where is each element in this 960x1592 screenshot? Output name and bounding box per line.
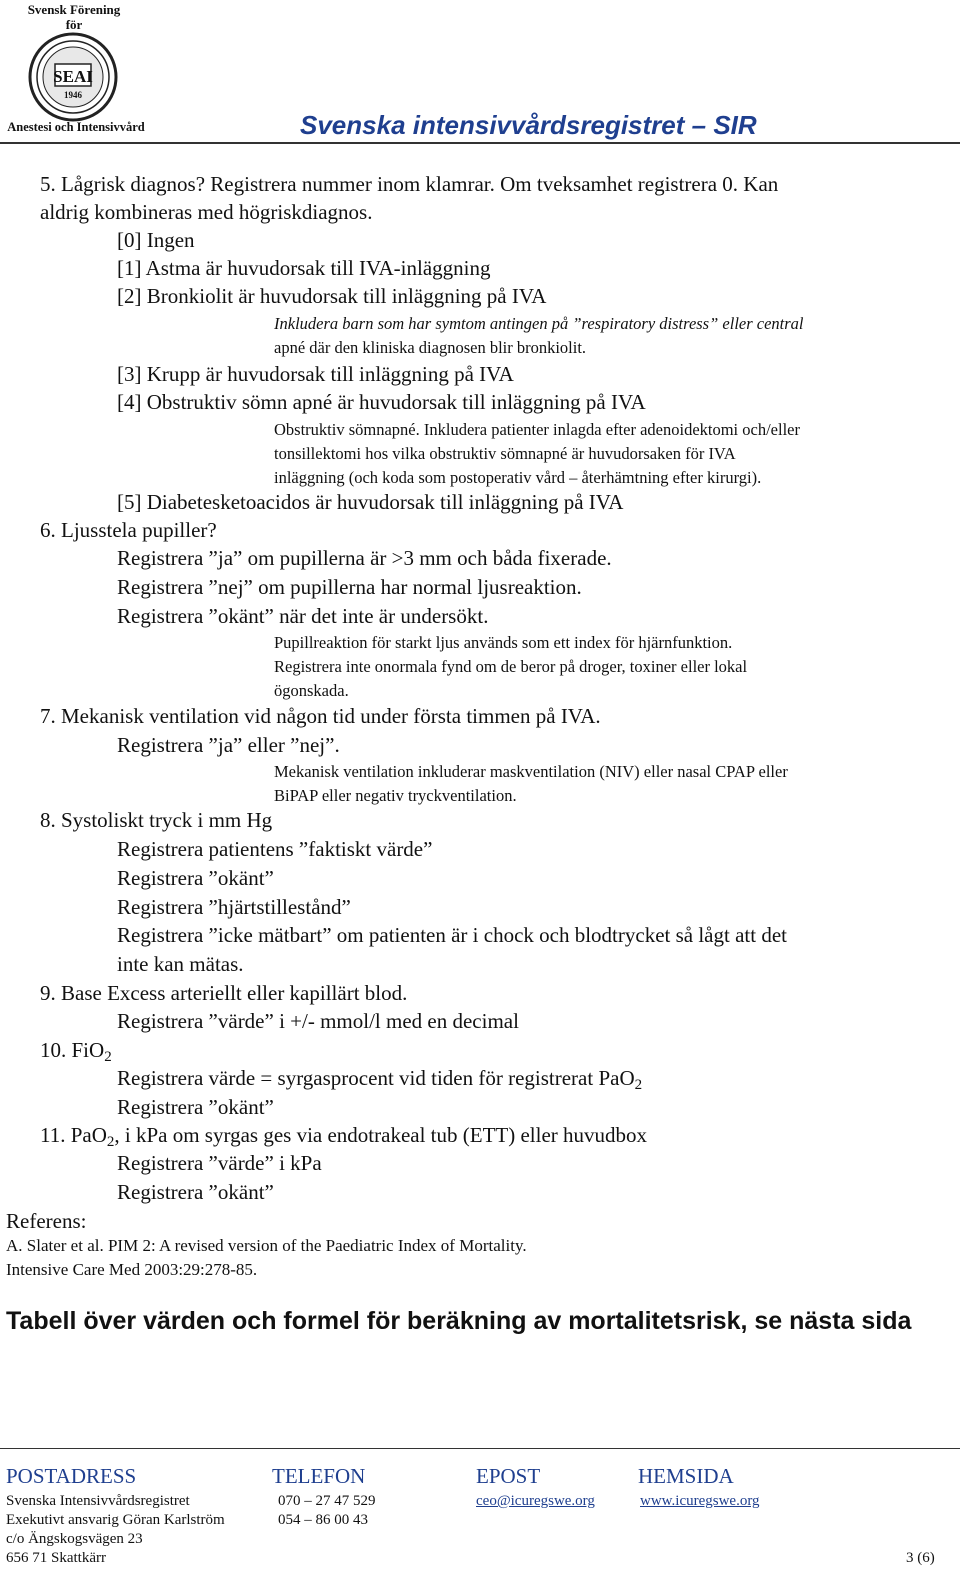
footer-header-website: HEMSIDA bbox=[638, 1464, 734, 1488]
item-11-okant: Registrera ”okänt” bbox=[117, 1180, 274, 1204]
item-8: 8. Systoliskt tryck i mm Hg bbox=[40, 808, 273, 832]
option-3: [3] Krupp är huvudorsak till inläggning på IVA bbox=[117, 362, 514, 386]
option-4: [4] Obstruktiv sömn apné är huvudorsak till inläggning på IVA bbox=[117, 390, 646, 414]
footer-phone-1: 070 – 27 47 529 bbox=[278, 1493, 376, 1509]
option-4-note-1: Obstruktiv sömnapné. Inkludera patienter inlagda efter adenoidektomi och/eller bbox=[274, 420, 800, 439]
logo-line-1: Svensk Förening bbox=[27, 2, 121, 17]
seal-text-year: 1946 bbox=[64, 90, 82, 100]
item-10-value-sub: 2 bbox=[634, 1077, 643, 1093]
item-10 bbox=[40, 1036, 112, 1071]
item-6-note-2: Registrera inte onormala fynd om de beror på droger, toxiner eller lokal bbox=[274, 657, 748, 676]
footer-email-link[interactable]: ceo@icuregswe.org bbox=[476, 1493, 595, 1509]
option-2: [2] Bronkiolit är huvudorsak till inläggning på IVA bbox=[117, 284, 547, 308]
table-heading: Tabell över värden och formel för beräkning av mortalitetsrisk, se nästa sida bbox=[6, 1307, 912, 1335]
option-4-note-3: inläggning (och koda som postoperativ vård – återhämtning efter kirurgi). bbox=[274, 468, 762, 487]
option-4-note-2: tonsillektomi hos vilka obstruktiv sömnapné är huvudorsaken för IVA bbox=[274, 444, 736, 463]
seal-text-seai: SEAI bbox=[53, 67, 93, 86]
seal-emblem bbox=[28, 32, 118, 122]
footer-phone-2: 054 – 86 00 43 bbox=[278, 1512, 368, 1528]
item-7-note-1: Mekanisk ventilation inkluderar maskventilation (NIV) eller nasal CPAP eller bbox=[274, 762, 788, 781]
footer-divider bbox=[0, 1448, 960, 1449]
item-6-note-1: Pupillreaktion för starkt ljus används som ett index för hjärnfunktion. bbox=[274, 633, 733, 652]
item-11-sub: 2 bbox=[106, 1134, 115, 1150]
item-6-ja: Registrera ”ja” om pupillerna är >3 mm och båda fixerade. bbox=[117, 546, 612, 570]
page-header-title: Svenska intensivvårdsregistret – SIR bbox=[300, 110, 757, 140]
footer-header-phone: TELEFON bbox=[272, 1464, 366, 1488]
header-divider bbox=[0, 142, 960, 144]
logo-caption: Anestesi och Intensivvård bbox=[7, 120, 145, 134]
item-9: 9. Base Excess arteriellt eller kapillärt blod. bbox=[40, 981, 408, 1005]
item-8-okant: Registrera ”okänt” bbox=[117, 866, 274, 890]
item-5-line-2: aldrig kombineras med högriskdiagnos. bbox=[40, 200, 373, 224]
item-10-okant: Registrera ”okänt” bbox=[117, 1095, 274, 1119]
item-11-pre: 11. PaO bbox=[40, 1123, 107, 1147]
item-5-line-1: 5. Lågrisk diagnos? Registrera nummer inom klamrar. Om tveksamhet registrera 0. Kan bbox=[40, 172, 779, 196]
item-6-nej: Registrera ”nej” om pupillerna har normal ljusreaktion. bbox=[117, 575, 582, 599]
item-7-ja-nej: Registrera ”ja” eller ”nej”. bbox=[117, 733, 340, 757]
item-6-note-3: ögonskada. bbox=[274, 681, 349, 700]
option-2-note-2: apné där den kliniska diagnosen blir bronkiolit. bbox=[274, 338, 587, 357]
item-11-value: Registrera ”värde” i kPa bbox=[117, 1151, 322, 1175]
item-7-note-2: BiPAP eller negativ tryckventilation. bbox=[274, 786, 517, 805]
item-7: 7. Mekanisk ventilation vid någon tid under första timmen på IVA. bbox=[40, 704, 601, 728]
footer-header-email: EPOST bbox=[476, 1464, 541, 1488]
item-8-value: Registrera patientens ”faktiskt värde” bbox=[117, 837, 433, 861]
item-10-text: 10. FiO bbox=[40, 1038, 105, 1062]
item-8-icke-matbart-2: inte kan mätas. bbox=[117, 952, 244, 976]
footer-address-4: 656 71 Skattkärr bbox=[6, 1550, 106, 1566]
seai-logo bbox=[6, 2, 145, 138]
footer-address-2: Exekutivt ansvarig Göran Karlström bbox=[6, 1512, 225, 1528]
option-1: [1] Astma är huvudorsak till IVA-inläggning bbox=[117, 256, 491, 280]
item-6-okant: Registrera ”okänt” när det inte är undersökt. bbox=[117, 604, 489, 628]
item-8-icke-matbart-1: Registrera ”icke mätbart” om patienten är i chock och blodtrycket så lågt att det bbox=[117, 923, 787, 947]
reference-line-2: Intensive Care Med 2003:29:278-85. bbox=[6, 1260, 258, 1279]
item-10-value-text: Registrera värde = syrgasprocent vid tiden för registrerat PaO bbox=[117, 1066, 635, 1090]
footer-address-1: Svenska Intensivvårdsregistret bbox=[6, 1493, 190, 1509]
item-9-value: Registrera ”värde” i +/- mmol/l med en decimal bbox=[117, 1009, 519, 1033]
references-heading: Referens: bbox=[6, 1209, 87, 1233]
option-2-note-1: Inkludera barn som har symtom antingen på ”respiratory distress” eller central bbox=[274, 314, 804, 333]
option-5: [5] Diabetesketoacidos är huvudorsak till inläggning på IVA bbox=[117, 490, 624, 514]
footer-website-link[interactable]: www.icuregswe.org bbox=[640, 1493, 760, 1509]
logo-line-2: för bbox=[65, 17, 83, 32]
item-6: 6. Ljusstela pupiller? bbox=[40, 518, 217, 542]
item-11-post: , i kPa om syrgas ges via endotrakeal tub (ETT) eller huvudbox bbox=[114, 1123, 648, 1147]
option-0: [0] Ingen bbox=[117, 228, 195, 252]
item-8-hjartstillestand: Registrera ”hjärtstillestånd” bbox=[117, 895, 351, 919]
footer-header-address: POSTADRESS bbox=[6, 1464, 137, 1488]
reference-line-1: A. Slater et al. PIM 2: A revised version of the Paediatric Index of Mortality. bbox=[6, 1236, 527, 1255]
page-number: 3 (6) bbox=[906, 1550, 935, 1566]
footer-address-3: c/o Ängskogsvägen 23 bbox=[6, 1531, 143, 1547]
item-10-sub: 2 bbox=[104, 1049, 112, 1065]
